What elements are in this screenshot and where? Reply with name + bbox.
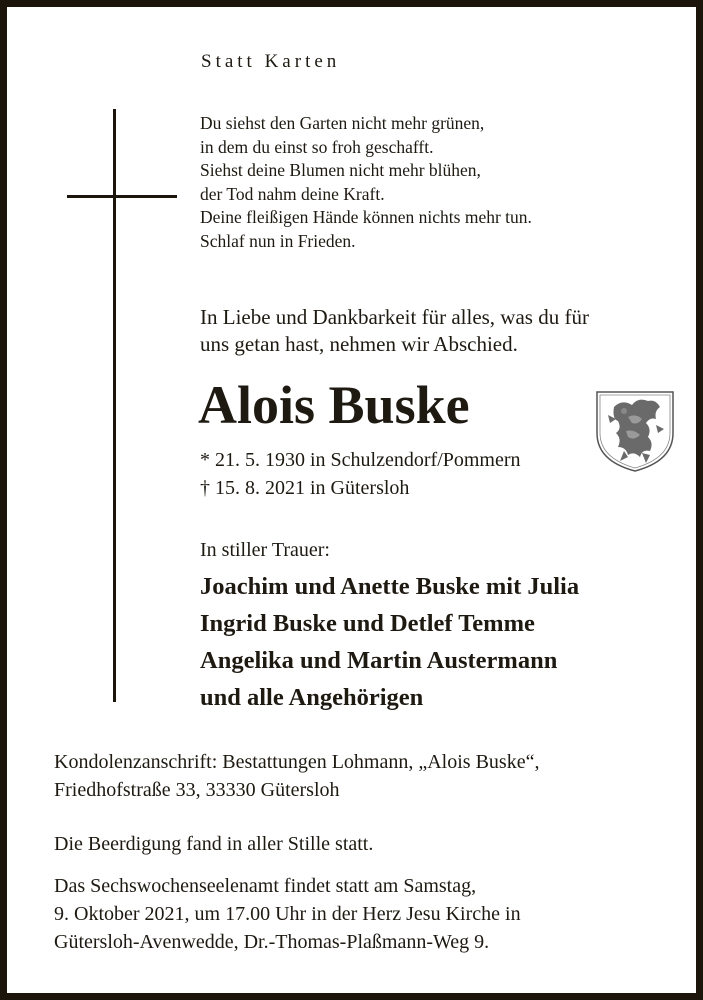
burial-note: Die Beerdigung fand in aller Stille statt. [54, 833, 374, 855]
condolence-address-line: Friedhofstraße 33, 33330 Gütersloh [54, 779, 340, 801]
poem-line: Siehst deine Blumen nicht mehr blühen, [200, 160, 481, 180]
poem-line: in dem du einst so froh geschafft. [200, 136, 434, 157]
poem-line: Deine fleißigen Hände können nichts mehr tun. [200, 207, 532, 227]
mourner-entry: Joachim und Anette Buske mit Julia [200, 573, 580, 600]
farewell-line: In Liebe und Dankbarkeit für alles, was du für [200, 305, 589, 329]
life-dates [200, 446, 521, 502]
farewell-line: uns getan hast, nehmen wir Abschied. [200, 332, 518, 356]
footer-info [54, 748, 539, 956]
header-title: Statt Karten [201, 51, 341, 72]
mourner-entry: Ingrid Buske und Detlef Temme [200, 610, 535, 637]
birth-date: * 21. 5. 1930 in Schulzendorf/Pommern [200, 449, 521, 471]
memorial-mass-line: Das Sechswochenseelenamt findet statt am Samstag, [54, 875, 477, 897]
coat-of-arms-griffin-icon [594, 389, 676, 473]
death-date: † 15. 8. 2021 in Gütersloh [200, 477, 410, 499]
mourner-entry: Angelika und Martin Austermann [200, 647, 558, 674]
condolence-address-line: Kondolenzanschrift: Bestattungen Lohmann, „Alois Buske“, [54, 751, 540, 773]
deceased-name: Alois Buske [198, 375, 470, 435]
poem [200, 112, 532, 253]
cross-icon-bar [67, 195, 177, 198]
memorial-mass-line: Gütersloh-Avenwedde, Dr.-Thomas-Plaßmann-Weg 9. [54, 931, 490, 953]
memorial-mass-line: 9. Oktober 2021, um 17.00 Uhr in der Herz Jesu Kirche in [54, 903, 521, 925]
poem-line: Du siehst den Garten nicht mehr grünen, [200, 113, 485, 133]
poem-line: Schlaf nun in Frieden. [200, 230, 356, 251]
mourner-entry: und alle Angehörigen [200, 684, 424, 711]
poem-line: der Tod nahm deine Kraft. [200, 183, 385, 204]
mourners-label: In stiller Trauer: [200, 539, 330, 561]
farewell-text [200, 304, 589, 358]
mourners-list [200, 568, 579, 716]
